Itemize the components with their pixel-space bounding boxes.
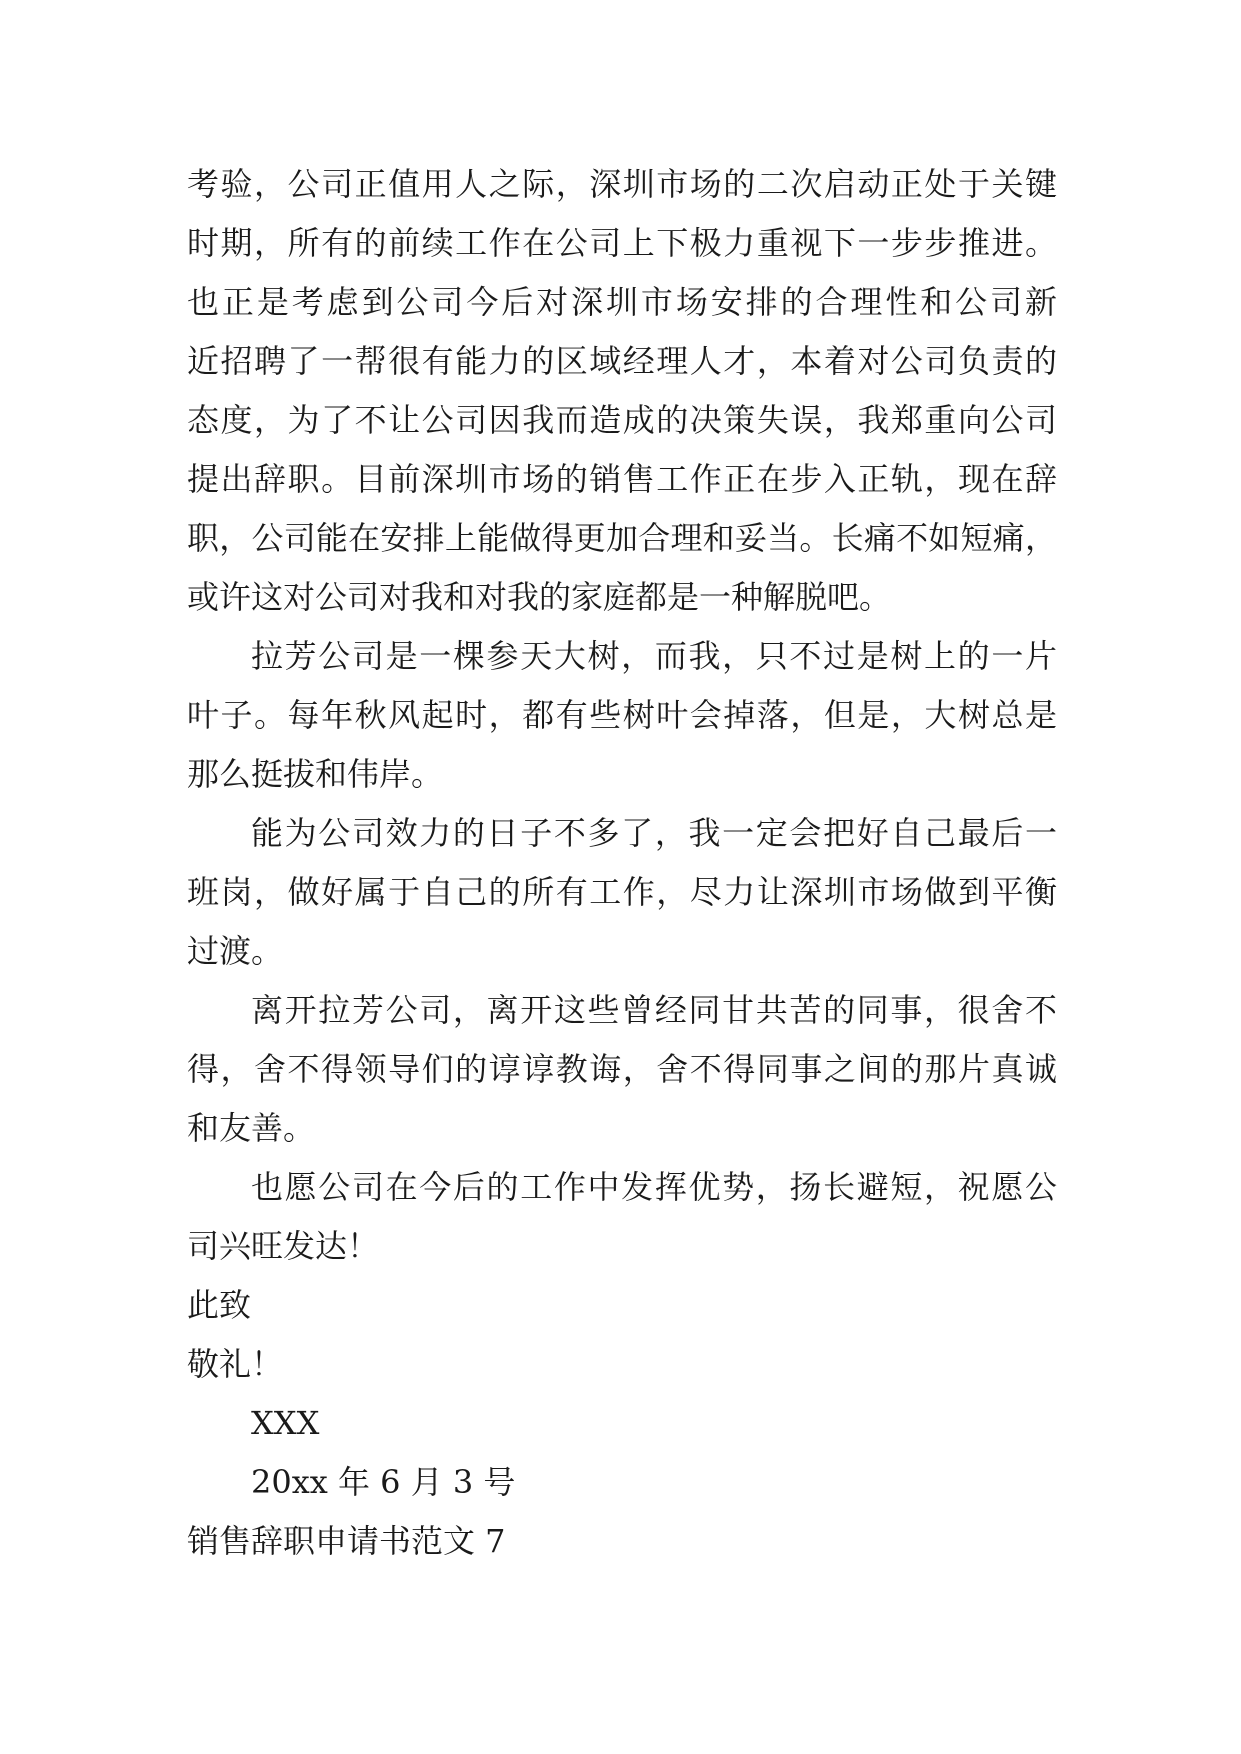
paragraph-line: 职，公司能在安排上能做得更加合理和妥当。长痛不如短痛， [187, 519, 1057, 557]
paragraph-commitment [187, 804, 1057, 981]
paragraph-line: 考验，公司正值用人之际，深圳市场的二次启动正处于关键 [187, 165, 1057, 203]
paragraph-line: 也愿公司在今后的工作中发挥优势，扬长避短，祝愿公 [251, 1168, 1057, 1206]
paragraph-line: 叶子。每年秋风起时，都有些树叶会掉落，但是，大树总是 [187, 696, 1057, 734]
paragraph-line: 也正是考虑到公司今后对深圳市场安排的合理性和公司新 [187, 283, 1057, 321]
paragraph-line: 过渡。 [187, 932, 284, 970]
paragraph-line: 能为公司效力的日子不多了，我一定会把好自己最后一 [251, 814, 1057, 852]
signature-date: 20xx 年 6 月 3 号 [251, 1463, 516, 1501]
paragraph-wishes [187, 1158, 1057, 1276]
paragraph-line: 或许这对公司对我和对我的家庭都是一种解脱吧。 [187, 578, 892, 616]
paragraph-line: 近招聘了一帮很有能力的区域经理人才，本着对公司负责的 [187, 342, 1057, 380]
paragraph-line: 得，舍不得领导们的谆谆教诲，舍不得同事之间的那片真诚 [187, 1050, 1057, 1088]
letter-body [187, 155, 1057, 1571]
paragraph-line: 时期，所有的前续工作在公司上下极力重视下一步步推进。 [187, 224, 1057, 262]
paragraph-line: 态度，为了不让公司因我而造成的决策失误，我郑重向公司 [187, 401, 1057, 439]
paragraph-line: 那么挺拔和伟岸。 [187, 755, 444, 793]
signature-name: XXX [251, 1404, 320, 1442]
paragraph-line: 提出辞职。目前深圳市场的销售工作正在步入正轨，现在辞 [187, 460, 1057, 498]
paragraph-line: 和友善。 [187, 1109, 316, 1147]
paragraph-line: 司兴旺发达！ [187, 1227, 380, 1265]
paragraph-line: 班岗，做好属于自己的所有工作，尽力让深圳市场做到平衡 [187, 873, 1057, 911]
next-section-heading: 销售辞职申请书范文 7 [187, 1522, 506, 1560]
closing-salutation: 此致 [187, 1286, 252, 1324]
paragraph-farewell [187, 981, 1057, 1158]
paragraph-tree [187, 627, 1057, 804]
paragraph-line: 拉芳公司是一棵参天大树，而我，只不过是树上的一片 [251, 637, 1057, 675]
paragraph-continuation [187, 155, 1057, 627]
paragraph-line: 离开拉芳公司，离开这些曾经同甘共苦的同事，很舍不 [251, 991, 1057, 1029]
closing-regards: 敬礼！ [187, 1345, 284, 1383]
